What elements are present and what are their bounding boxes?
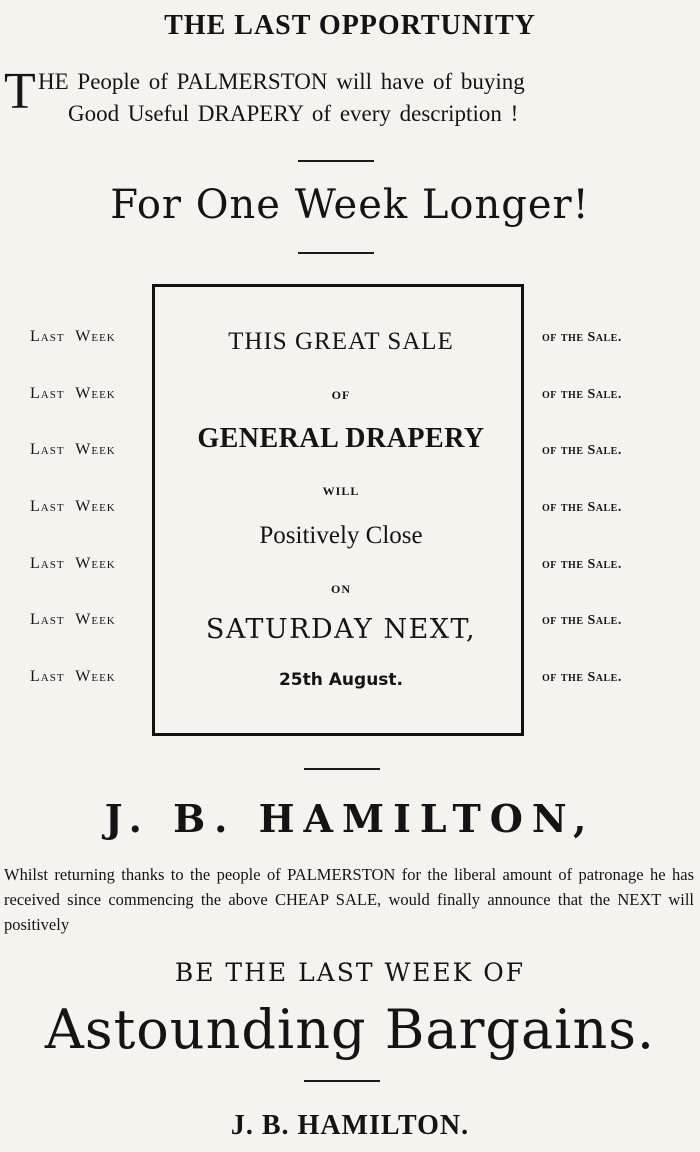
intro-line-2: Good Useful DRAPERY of every description ! bbox=[68, 101, 519, 126]
last-week-label: Last Week bbox=[30, 385, 116, 402]
last-week-label: Last Week bbox=[30, 328, 116, 345]
last-week-label: Last Week bbox=[30, 498, 116, 515]
divider-rule bbox=[304, 768, 380, 770]
of-the-sale-label: of the Sale. bbox=[542, 387, 622, 402]
sale-box-line: GENERAL DRAPERY bbox=[197, 423, 485, 454]
body-paragraph: Whilst returning thanks to the people of PALMERSTON for the liberal amount of patronage he has received since commencing the above CHEAP SALE, would finally announce that the NEXT will positively bbox=[4, 865, 694, 934]
bargains-heading: Astounding Bargains. bbox=[44, 998, 656, 1061]
sale-box-line: OF bbox=[331, 388, 351, 402]
of-the-sale-label: of the Sale. bbox=[542, 670, 622, 685]
divider-rule bbox=[298, 252, 374, 254]
firm-name: J. B. HAMILTON, bbox=[104, 796, 596, 841]
last-week-label: Last Week bbox=[30, 668, 116, 685]
headline: THE LAST OPPORTUNITY bbox=[164, 10, 536, 41]
divider-rule bbox=[298, 160, 374, 162]
intro-line-1: HE People of PALMERSTON will have of buying bbox=[38, 69, 525, 94]
of-the-sale-label: of the Sale. bbox=[542, 500, 622, 515]
of-the-sale-label: of the Sale. bbox=[542, 613, 622, 628]
of-the-sale-label: of the Sale. bbox=[542, 330, 622, 345]
of-the-sale-label: of the Sale. bbox=[542, 443, 622, 458]
sale-box-line: WILL bbox=[322, 484, 360, 498]
be-last-week-heading: BE THE LAST WEEK OF bbox=[174, 958, 526, 987]
last-week-label: Last Week bbox=[30, 441, 116, 458]
sale-box-line: ON bbox=[331, 582, 351, 596]
last-week-label: Last Week bbox=[30, 555, 116, 572]
last-week-label: Last Week bbox=[30, 611, 116, 628]
sale-box-line: Positively Close bbox=[259, 522, 423, 549]
sale-box-line: THIS GREAT SALE bbox=[228, 328, 454, 355]
subheadline: For One Week Longer! bbox=[110, 182, 590, 228]
signature: J. B. HAMILTON. bbox=[230, 1110, 470, 1141]
sale-box-line: 25th August. bbox=[278, 670, 404, 690]
sale-box-line: SATURDAY NEXT, bbox=[205, 614, 477, 645]
divider-rule bbox=[304, 1080, 380, 1082]
drop-cap: T bbox=[4, 63, 36, 120]
of-the-sale-label: of the Sale. bbox=[542, 557, 622, 572]
